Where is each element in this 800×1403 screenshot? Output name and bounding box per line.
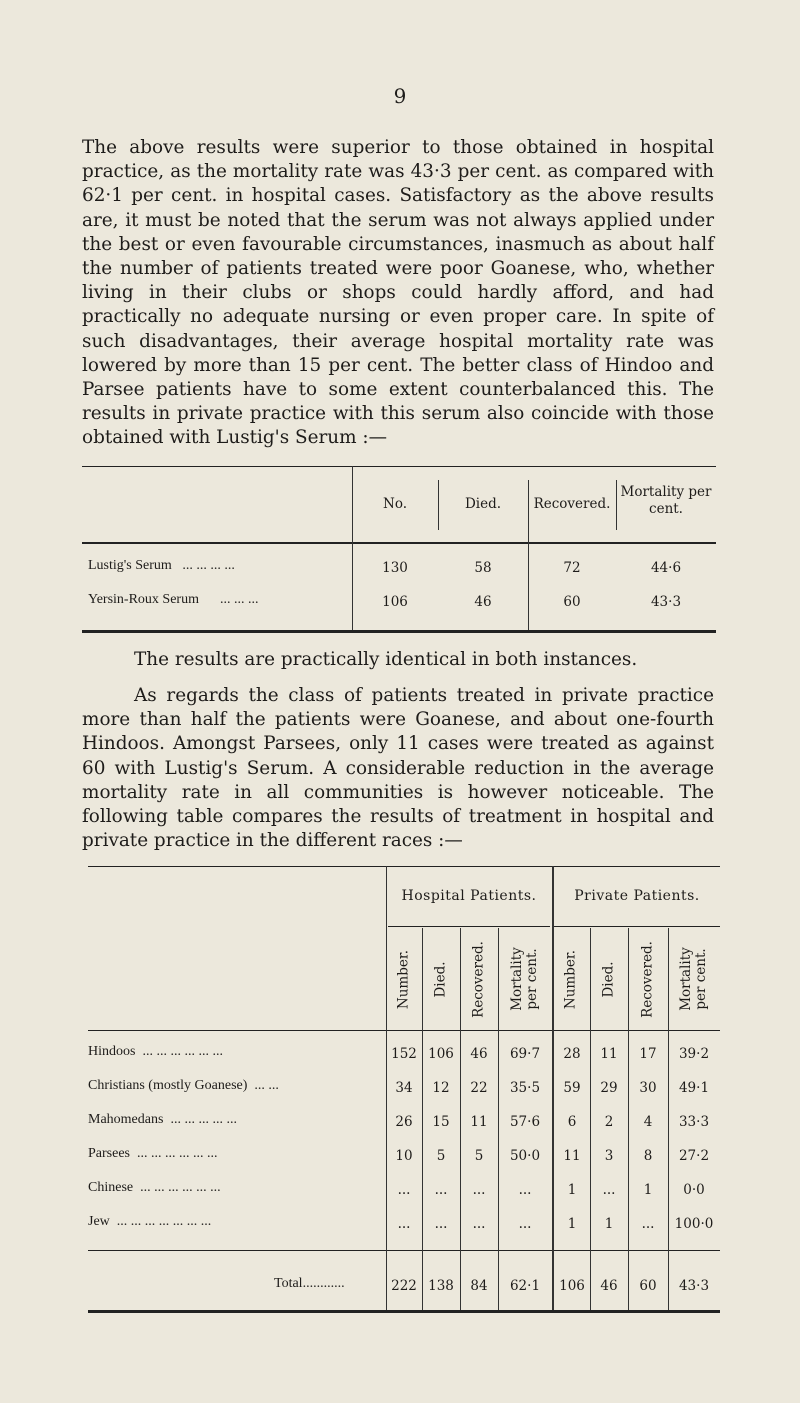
bottom-rule xyxy=(82,630,716,633)
header-rule xyxy=(82,542,716,544)
total-cell: 60 xyxy=(639,1278,657,1294)
table-cell: ... xyxy=(518,1182,532,1198)
subheader-private-mortality: Mortality per cent. xyxy=(678,947,709,1011)
row-label: Hindoos ... ... ... ... ... ... xyxy=(88,1044,223,1059)
serum-comparison-table xyxy=(82,466,716,634)
table-cell: 11 xyxy=(563,1148,581,1164)
table-cell: 10 xyxy=(395,1148,413,1164)
subheader-died: Died. xyxy=(432,961,449,998)
table-cell: 6 xyxy=(567,1114,577,1130)
cell-recovered: 72 xyxy=(563,560,581,576)
table-cell: 1 xyxy=(567,1216,577,1232)
cell-died: 58 xyxy=(474,560,492,576)
table-cell: 22 xyxy=(470,1080,488,1096)
subheader-recovered: Recovered. xyxy=(470,941,487,1018)
table-cell: ... xyxy=(472,1216,486,1232)
group-header-hospital: Hospital Patients. xyxy=(401,888,537,904)
table-cell: 15 xyxy=(432,1114,450,1130)
row-label: Yersin-Roux Serum ... ... ... xyxy=(88,592,259,607)
cell-died: 46 xyxy=(474,594,492,610)
header-recovered: Recovered. xyxy=(533,496,611,512)
table-cell: 69·7 xyxy=(509,1046,541,1062)
table-cell: 11 xyxy=(600,1046,618,1062)
row-label: Christians (mostly Goanese) ... ... xyxy=(88,1078,279,1093)
table-cell: 3 xyxy=(604,1148,614,1164)
table-cell: 2 xyxy=(604,1114,614,1130)
table-cell: 26 xyxy=(395,1114,413,1130)
table-cell: 0·0 xyxy=(683,1182,705,1198)
table-cell: ... xyxy=(434,1216,448,1232)
header-died: Died. xyxy=(464,496,502,512)
row-label: Mahomedans ... ... ... ... ... xyxy=(88,1112,237,1127)
group-rule xyxy=(554,926,720,927)
table-cell: 1 xyxy=(604,1216,614,1232)
paragraph-class-of-patients: As regards the class of patients treated in private practice more than half the patients were Goanese, and about one-fourth Hindoos. Amongst Parsees, only 11 cases were treated as against 60 with Lustig's Serum. A considerable reduction in the average mortality rate in all communities is however noticeable. The following table compares the results of treatment in hospital and private practice in the different races :— xyxy=(82,685,714,852)
table-cell: 4 xyxy=(643,1114,653,1130)
total-cell: 222 xyxy=(391,1278,417,1294)
row-label: Jew ... ... ... ... ... ... ... xyxy=(88,1214,212,1229)
row-label: Parsees ... ... ... ... ... ... xyxy=(88,1146,218,1161)
page-number: 9 xyxy=(393,84,407,108)
table-cell: ... xyxy=(602,1182,616,1198)
table-cell: 59 xyxy=(563,1080,581,1096)
total-cell: 138 xyxy=(428,1278,454,1294)
table-cell: ... xyxy=(518,1216,532,1232)
table-cell: 27·2 xyxy=(678,1148,710,1164)
row-label: Lustig's Serum ... ... ... ... xyxy=(88,558,235,573)
top-rule xyxy=(88,866,720,867)
table-cell: ... xyxy=(397,1182,411,1198)
group-header-private: Private Patients. xyxy=(574,888,700,904)
cell-no: 106 xyxy=(382,594,408,610)
header-rule xyxy=(88,1030,720,1031)
table-cell: 11 xyxy=(470,1114,488,1130)
bottom-rule xyxy=(88,1310,720,1313)
table-cell: 1 xyxy=(643,1182,653,1198)
table-cell: 29 xyxy=(600,1080,618,1096)
table-cell: 28 xyxy=(563,1046,581,1062)
subheader-number: Number. xyxy=(395,949,412,1010)
paragraph-identical-results: The results are practically identical in both instances. xyxy=(134,649,638,670)
total-cell: 106 xyxy=(559,1278,585,1294)
total-label: Total............ xyxy=(274,1276,345,1291)
subheader-private-recovered: Recovered. xyxy=(639,941,656,1018)
total-cell: 84 xyxy=(470,1278,488,1294)
total-rule xyxy=(88,1250,720,1251)
table-cell: 12 xyxy=(432,1080,450,1096)
table-cell: 1 xyxy=(567,1182,577,1198)
table-cell: 49·1 xyxy=(678,1080,710,1096)
subheader-private-number: Number. xyxy=(562,949,579,1010)
header-mortality: Mortality per cent. xyxy=(620,484,712,517)
cell-no: 130 xyxy=(382,560,408,576)
table-cell: 35·5 xyxy=(509,1080,541,1096)
table-cell: ... xyxy=(397,1216,411,1232)
paragraph-serum-results: The above results were superior to those obtained in hospital practice, as the mortality rate was 43·3 per cent. as compared with 62·1 per cent. in hospital cases. Satisfactory as the above results are, it must be noted that the serum was not always applied under the best or even favourable circumstances, inasmuch as about half the number of patients treated were poor Goanese, who, whether living in their clubs or shops could hardly afford, and had practically no adequate nursing or even proper care. In spite of such disadvantages, their average hospital mortality rate was lowered by more than 15 per cent. The better class of Hindoo and Parsee patients have to some extent counterbalanced this. The results in private practice with this serum also coincide with those obtained with Lustig's Serum :— xyxy=(82,137,714,449)
table-cell: ... xyxy=(434,1182,448,1198)
row-label: Chinese ... ... ... ... ... ... xyxy=(88,1180,221,1195)
top-rule xyxy=(82,466,716,467)
table-cell: 50·0 xyxy=(509,1148,541,1164)
group-rule xyxy=(388,926,550,927)
table-cell: 34 xyxy=(395,1080,413,1096)
table-cell: 30 xyxy=(639,1080,657,1096)
subheader-mortality: Mortality per cent. xyxy=(509,947,540,1011)
total-cell: 43·3 xyxy=(678,1278,710,1294)
cell-mortality: 43·3 xyxy=(650,594,682,610)
table-cell: 57·6 xyxy=(509,1114,541,1130)
table-cell: 17 xyxy=(639,1046,657,1062)
races-comparison-table xyxy=(88,866,720,1318)
table-cell: ... xyxy=(641,1216,655,1232)
table-cell: 5 xyxy=(436,1148,446,1164)
table-cell: 152 xyxy=(391,1046,417,1062)
table-cell: ... xyxy=(472,1182,486,1198)
header-no: No. xyxy=(383,496,407,512)
total-cell: 46 xyxy=(600,1278,618,1294)
table-cell: 39·2 xyxy=(678,1046,710,1062)
table-cell: 33·3 xyxy=(678,1114,710,1130)
table-cell: 46 xyxy=(470,1046,488,1062)
table-cell: 106 xyxy=(428,1046,454,1062)
table-cell: 100·0 xyxy=(674,1216,714,1232)
table-cell: 5 xyxy=(474,1148,484,1164)
cell-recovered: 60 xyxy=(563,594,581,610)
table-cell: 8 xyxy=(643,1148,653,1164)
cell-mortality: 44·6 xyxy=(650,560,682,576)
subheader-private-died: Died. xyxy=(600,961,617,998)
total-cell: 62·1 xyxy=(509,1278,541,1294)
